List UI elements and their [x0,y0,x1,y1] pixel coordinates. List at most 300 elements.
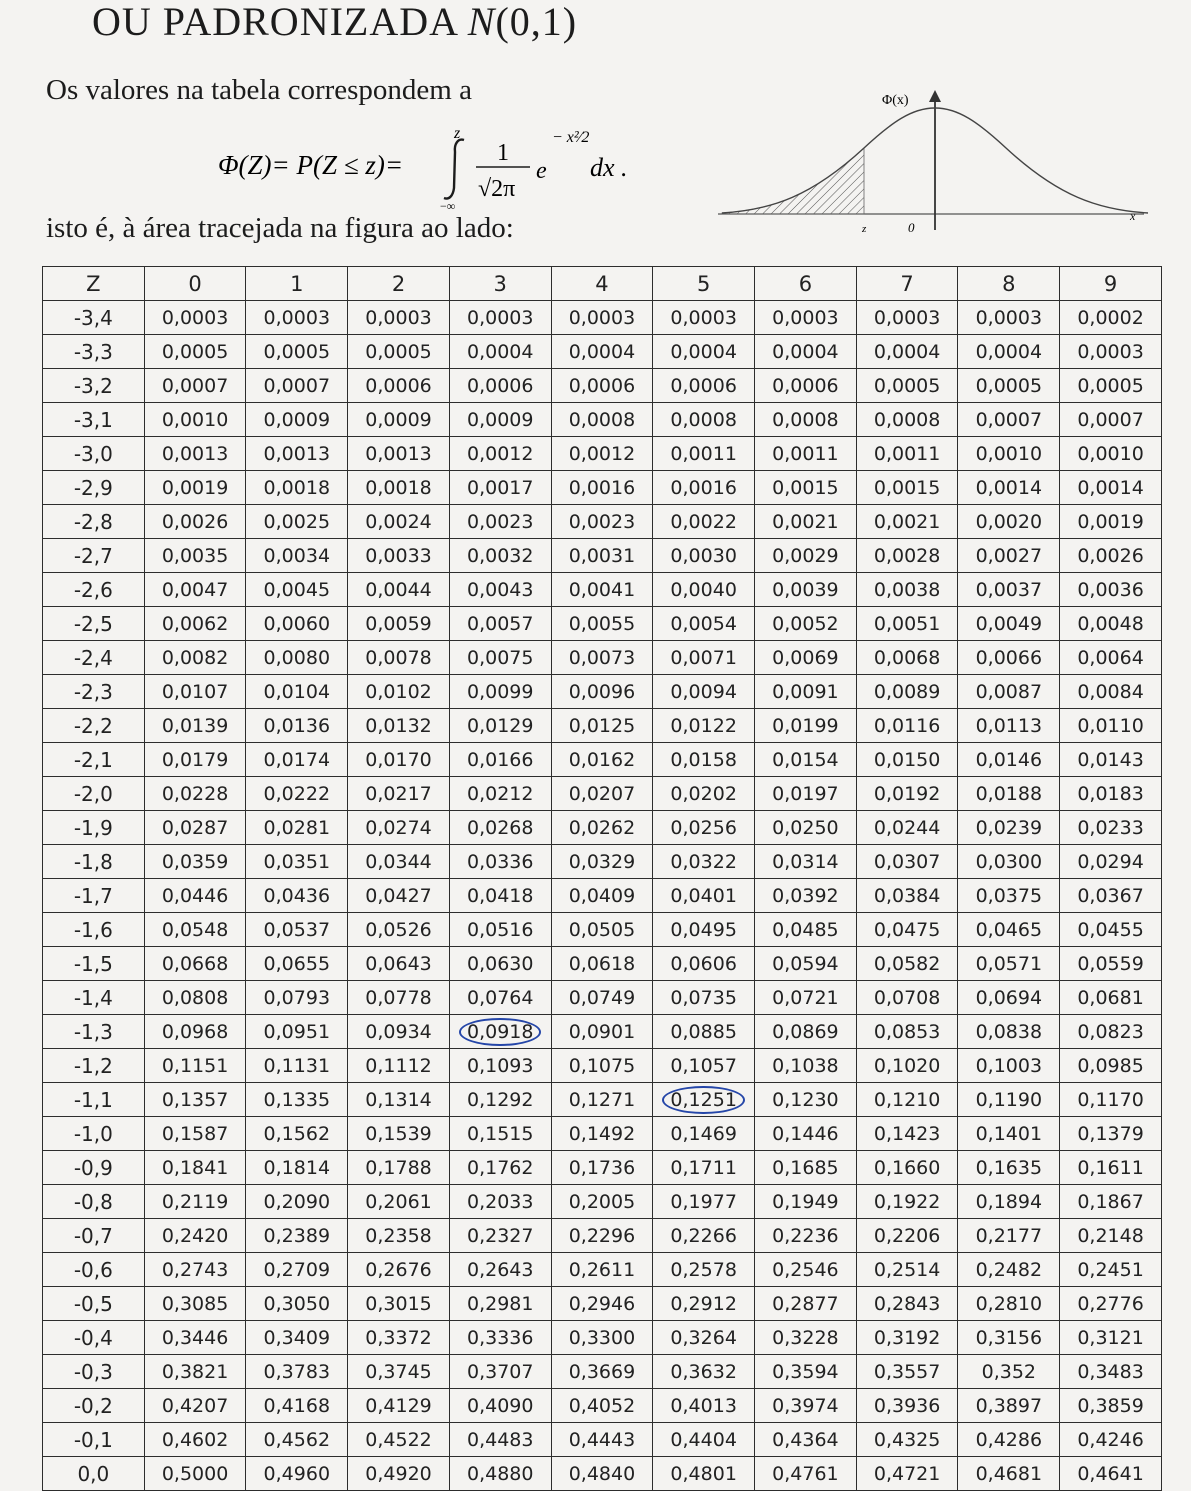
probability-cell: 0,1894 [958,1185,1060,1219]
probability-cell: 0,2296 [551,1219,653,1253]
probability-cell: 0,3897 [958,1389,1060,1423]
probability-cell: 0,0007 [144,369,246,403]
probability-cell: 0,0089 [856,675,958,709]
table-row [43,811,1162,845]
probability-cell: 0,0094 [653,675,755,709]
probability-cell: 0,0104 [246,675,348,709]
probability-cell: 0,3446 [144,1321,246,1355]
probability-cell: 0,1469 [653,1117,755,1151]
probability-cell: 0,1075 [551,1049,653,1083]
probability-cell: 0,0015 [856,471,958,505]
probability-cell: 0,5000 [144,1457,246,1491]
table-row [43,947,1162,981]
probability-cell: 0,0021 [856,505,958,539]
probability-cell: 0,0681 [1060,981,1162,1015]
probability-cell: 0,0003 [348,301,450,335]
header-digit: 9 [1060,267,1162,301]
probability-cell: 0,0030 [653,539,755,573]
probability-cell: 0,4090 [449,1389,551,1423]
probability-cell: 0,1230 [755,1083,857,1117]
probability-cell: 0,0262 [551,811,653,845]
probability-cell: 0,4681 [958,1457,1060,1491]
probability-cell: 0,0485 [755,913,857,947]
z-value-cell: -1,8 [43,845,145,879]
probability-cell: 0,0655 [246,947,348,981]
z-value-cell: -1,9 [43,811,145,845]
probability-cell: 0,1401 [958,1117,1060,1151]
table-row [43,1219,1162,1253]
probability-cell: 0,3156 [958,1321,1060,1355]
table-row [43,471,1162,505]
circled-value: 0,0918 [459,1018,541,1046]
probability-cell: 0,0401 [653,879,755,913]
probability-cell: 0,1292 [449,1083,551,1117]
probability-cell: 0,0359 [144,845,246,879]
probability-cell: 0,0003 [856,301,958,335]
probability-cell: 0,3336 [449,1321,551,1355]
z-value-cell: -0,4 [43,1321,145,1355]
probability-cell: 0,4761 [755,1457,857,1491]
probability-cell: 0,1685 [755,1151,857,1185]
probability-cell: 0,0047 [144,573,246,607]
probability-cell: 0,0197 [755,777,857,811]
probability-cell: 0,3783 [246,1355,348,1389]
probability-cell: 0,0004 [653,335,755,369]
probability-cell: 0,0526 [348,913,450,947]
probability-cell: 0,2420 [144,1219,246,1253]
probability-cell: 0,0004 [551,335,653,369]
z-value-cell: -2,8 [43,505,145,539]
probability-cell: 0,0011 [755,437,857,471]
probability-cell: 0,352 [958,1355,1060,1389]
table-row [43,1457,1162,1491]
probability-cell: 0,0202 [653,777,755,811]
probability-cell: 0,0064 [1060,641,1162,675]
probability-cell: 0,0034 [246,539,348,573]
probability-cell: 0,0367 [1060,879,1162,913]
probability-cell: 0,2514 [856,1253,958,1287]
probability-cell: 0,1736 [551,1151,653,1185]
probability-cell: 0,1660 [856,1151,958,1185]
formula-denominator: √2π [478,176,516,202]
table-row [43,1083,1162,1117]
table-row [43,675,1162,709]
probability-cell: 0,0075 [449,641,551,675]
probability-cell: 0,4129 [348,1389,450,1423]
probability-cell: 0,0024 [348,505,450,539]
probability-cell: 0,0038 [856,573,958,607]
probability-cell: 0,0495 [653,913,755,947]
probability-cell: 0,1335 [246,1083,348,1117]
probability-cell: 0,0068 [856,641,958,675]
probability-cell: 0,1131 [246,1049,348,1083]
z-value-cell: -2,0 [43,777,145,811]
probability-cell: 0,0630 [449,947,551,981]
probability-cell: 0,1515 [449,1117,551,1151]
probability-cell: 0,1922 [856,1185,958,1219]
probability-cell: 0,0869 [755,1015,857,1049]
probability-cell: 0,0139 [144,709,246,743]
probability-cell: 0,0005 [1060,369,1162,403]
probability-cell: 0,3483 [1060,1355,1162,1389]
probability-cell: 0,0004 [449,335,551,369]
z-value-cell: -2,4 [43,641,145,675]
integral-sign [444,140,464,199]
z-value-cell: -1,0 [43,1117,145,1151]
formula-lhs: Φ(Z)= P(Z ≤ z)= [218,150,404,180]
z-tick-label: z [862,223,867,235]
probability-cell: 0,4246 [1060,1423,1162,1457]
probability-cell: 0,0721 [755,981,857,1015]
probability-cell [653,1083,755,1117]
probability-cell: 0,0022 [653,505,755,539]
probability-cell: 0,0125 [551,709,653,743]
probability-cell: 0,1562 [246,1117,348,1151]
probability-cell: 0,0336 [449,845,551,879]
page-title [92,0,577,44]
probability-cell: 0,0594 [755,947,857,981]
table-row [43,505,1162,539]
probability-cell: 0,2843 [856,1287,958,1321]
probability-cell: 0,0559 [1060,947,1162,981]
z-value-cell: -2,3 [43,675,145,709]
probability-cell: 0,0643 [348,947,450,981]
table-row [43,1151,1162,1185]
probability-cell: 0,0244 [856,811,958,845]
probability-cell: 0,1038 [755,1049,857,1083]
probability-cell: 0,2810 [958,1287,1060,1321]
probability-cell: 0,0668 [144,947,246,981]
probability-cell: 0,3859 [1060,1389,1162,1423]
probability-cell: 0,0016 [653,471,755,505]
table-row [43,1185,1162,1219]
probability-cell: 0,2266 [653,1219,755,1253]
probability-cell: 0,0045 [246,573,348,607]
probability-cell: 0,3264 [653,1321,755,1355]
probability-cell: 0,0008 [551,403,653,437]
formula-base: e [536,158,547,184]
z-value-cell: -0,2 [43,1389,145,1423]
probability-cell: 0,0020 [958,505,1060,539]
probability-cell: 0,0146 [958,743,1060,777]
probability-cell: 0,0012 [449,437,551,471]
table-row [43,845,1162,879]
probability-cell: 0,1379 [1060,1117,1162,1151]
probability-cell: 0,0793 [246,981,348,1015]
probability-cell: 0,0287 [144,811,246,845]
probability-cell: 0,4483 [449,1423,551,1457]
probability-cell: 0,0016 [551,471,653,505]
z-value-cell: -3,3 [43,335,145,369]
normal-curve-figure [712,86,1152,246]
probability-cell: 0,1170 [1060,1083,1162,1117]
probability-cell: 0,0003 [246,301,348,335]
probability-cell: 0,0008 [653,403,755,437]
probability-cell: 0,0010 [958,437,1060,471]
probability-cell: 0,0004 [856,335,958,369]
table-body [43,301,1162,1491]
probability-cell: 0,0116 [856,709,958,743]
z-value-cell: -1,2 [43,1049,145,1083]
probability-cell: 0,0003 [653,301,755,335]
probability-cell: 0,0019 [1060,505,1162,539]
table-row [43,607,1162,641]
probability-cell: 0,1057 [653,1049,755,1083]
probability-cell: 0,1788 [348,1151,450,1185]
probability-cell: 0,4168 [246,1389,348,1423]
z-value-cell: -2,1 [43,743,145,777]
shaded-area [722,148,864,214]
probability-cell: 0,0006 [449,369,551,403]
probability-cell: 0,3745 [348,1355,450,1389]
probability-cell: 0,0537 [246,913,348,947]
probability-cell: 0,0158 [653,743,755,777]
probability-cell: 0,1587 [144,1117,246,1151]
probability-cell: 0,4522 [348,1423,450,1457]
probability-cell: 0,0021 [755,505,857,539]
probability-cell: 0,0004 [958,335,1060,369]
circled-value: 0,1251 [662,1086,744,1114]
probability-cell: 0,0465 [958,913,1060,947]
probability-cell: 0,0043 [449,573,551,607]
probability-cell: 0,4013 [653,1389,755,1423]
probability-cell: 0,0934 [348,1015,450,1049]
probability-cell: 0,0040 [653,573,755,607]
probability-cell: 0,0436 [246,879,348,913]
probability-cell: 0,0031 [551,539,653,573]
probability-cell: 0,0007 [246,369,348,403]
probability-cell: 0,0066 [958,641,1060,675]
probability-cell: 0,2643 [449,1253,551,1287]
probability-cell: 0,0006 [653,369,755,403]
table-row [43,879,1162,913]
probability-cell: 0,0060 [246,607,348,641]
probability-cell: 0,4641 [1060,1457,1162,1491]
title-prefix: OU PADRONIZADA [92,0,468,44]
probability-cell: 0,1151 [144,1049,246,1083]
table-row [43,1253,1162,1287]
table-row [43,709,1162,743]
probability-cell: 0,0250 [755,811,857,845]
title-params: (0,1) [495,0,578,44]
probability-cell: 0,0014 [1060,471,1162,505]
probability-cell: 0,1446 [755,1117,857,1151]
probability-cell: 0,0012 [551,437,653,471]
probability-cell: 0,0018 [348,471,450,505]
probability-cell: 0,1423 [856,1117,958,1151]
z-value-cell: -0,6 [43,1253,145,1287]
probability-cell: 0,1611 [1060,1151,1162,1185]
formula-exponent: − x²⁄2 [552,129,590,146]
probability-cell [449,1015,551,1049]
z-value-cell: -2,7 [43,539,145,573]
probability-cell: 0,0023 [551,505,653,539]
probability-cell: 0,4207 [144,1389,246,1423]
probability-cell: 0,3974 [755,1389,857,1423]
table-row [43,1049,1162,1083]
probability-cell: 0,0170 [348,743,450,777]
probability-cell: 0,1190 [958,1083,1060,1117]
probability-cell: 0,0951 [246,1015,348,1049]
probability-cell: 0,0143 [1060,743,1162,777]
z-value-cell: -1,1 [43,1083,145,1117]
probability-cell: 0,2236 [755,1219,857,1253]
probability-cell: 0,0007 [1060,403,1162,437]
table-row [43,913,1162,947]
z-value-cell: -1,4 [43,981,145,1015]
z-value-cell: -1,7 [43,879,145,913]
probability-cell: 0,0013 [144,437,246,471]
probability-cell: 0,2743 [144,1253,246,1287]
probability-cell: 0,3632 [653,1355,755,1389]
header-digit: 6 [755,267,857,301]
probability-cell: 0,0212 [449,777,551,811]
probability-cell: 0,0005 [856,369,958,403]
probability-cell: 0,0375 [958,879,1060,913]
probability-cell: 0,0005 [958,369,1060,403]
probability-cell: 0,0735 [653,981,755,1015]
probability-cell: 0,4443 [551,1423,653,1457]
z-value-cell: -2,2 [43,709,145,743]
probability-cell: 0,0041 [551,573,653,607]
probability-cell: 0,3228 [755,1321,857,1355]
z-value-cell: -3,4 [43,301,145,335]
probability-cell: 0,3936 [856,1389,958,1423]
header-digit: 0 [144,267,246,301]
probability-cell: 0,0010 [1060,437,1162,471]
probability-cell: 0,2946 [551,1287,653,1321]
probability-cell: 0,3085 [144,1287,246,1321]
probability-cell: 0,2119 [144,1185,246,1219]
probability-cell: 0,0078 [348,641,450,675]
probability-cell: 0,2177 [958,1219,1060,1253]
table-row [43,335,1162,369]
normal-distribution-table [42,266,1162,1491]
formula-differential: dx . [590,153,628,182]
table-row [43,1389,1162,1423]
probability-cell: 0,0096 [551,675,653,709]
probability-cell: 0,0102 [348,675,450,709]
probability-cell: 0,1210 [856,1083,958,1117]
table-row [43,1287,1162,1321]
probability-cell: 0,1814 [246,1151,348,1185]
probability-cell: 0,0039 [755,573,857,607]
probability-cell: 0,2776 [1060,1287,1162,1321]
probability-cell: 0,3300 [551,1321,653,1355]
probability-cell: 0,0307 [856,845,958,879]
probability-cell: 0,2482 [958,1253,1060,1287]
probability-cell: 0,0823 [1060,1015,1162,1049]
y-axis-label: Φ(x) [882,93,909,108]
probability-cell: 0,0505 [551,913,653,947]
probability-cell: 0,4404 [653,1423,755,1457]
probability-cell: 0,0037 [958,573,1060,607]
table-row [43,573,1162,607]
probability-cell: 0,0392 [755,879,857,913]
z-value-cell: -0,3 [43,1355,145,1389]
table-row [43,1321,1162,1355]
probability-cell: 0,0217 [348,777,450,811]
probability-cell: 0,0010 [144,403,246,437]
probability-cell: 0,0162 [551,743,653,777]
probability-cell: 0,0069 [755,641,857,675]
probability-cell: 0,1314 [348,1083,450,1117]
probability-cell: 0,0025 [246,505,348,539]
probability-cell: 0,0052 [755,607,857,641]
probability-cell: 0,4960 [246,1457,348,1491]
probability-cell: 0,0062 [144,607,246,641]
table-row [43,403,1162,437]
z-value-cell: 0,0 [43,1457,145,1491]
table-row [43,1015,1162,1049]
probability-cell: 0,1112 [348,1049,450,1083]
probability-cell: 0,0322 [653,845,755,879]
probability-cell: 0,0054 [653,607,755,641]
probability-cell: 0,0446 [144,879,246,913]
probability-cell: 0,0618 [551,947,653,981]
probability-cell: 0,3669 [551,1355,653,1389]
probability-cell: 0,0044 [348,573,450,607]
probability-cell: 0,1762 [449,1151,551,1185]
probability-cell: 0,0006 [551,369,653,403]
z-value-cell: -3,0 [43,437,145,471]
probability-cell: 0,0026 [144,505,246,539]
probability-cell: 0,4880 [449,1457,551,1491]
probability-cell: 0,1093 [449,1049,551,1083]
probability-cell: 0,0017 [449,471,551,505]
probability-cell: 0,0080 [246,641,348,675]
probability-cell: 0,0027 [958,539,1060,573]
table-header-row [43,267,1162,301]
probability-cell: 0,1635 [958,1151,1060,1185]
formula-upper-limit: z [454,125,461,142]
probability-cell: 0,0082 [144,641,246,675]
probability-cell: 0,2877 [755,1287,857,1321]
probability-cell: 0,0409 [551,879,653,913]
formula-numerator: 1 [497,140,509,166]
probability-cell: 0,0548 [144,913,246,947]
probability-cell: 0,0055 [551,607,653,641]
table-row [43,777,1162,811]
probability-cell: 0,2206 [856,1219,958,1253]
probability-cell: 0,0384 [856,879,958,913]
probability-cell: 0,0606 [653,947,755,981]
table-row [43,539,1162,573]
probability-cell: 0,0329 [551,845,653,879]
probability-cell: 0,0179 [144,743,246,777]
header-digit: 7 [856,267,958,301]
probability-cell: 0,0036 [1060,573,1162,607]
probability-cell: 0,0694 [958,981,1060,1015]
probability-cell: 0,1492 [551,1117,653,1151]
probability-cell: 0,4562 [246,1423,348,1457]
probability-cell: 0,4052 [551,1389,653,1423]
probability-cell: 0,2912 [653,1287,755,1321]
figure-note: isto é, à área tracejada na figura ao lado: [46,212,514,244]
probability-cell: 0,0006 [755,369,857,403]
probability-cell: 0,0099 [449,675,551,709]
probability-cell: 0,0014 [958,471,1060,505]
probability-cell: 0,0281 [246,811,348,845]
probability-cell: 0,0008 [755,403,857,437]
probability-cell: 0,0188 [958,777,1060,811]
probability-cell: 0,3050 [246,1287,348,1321]
probability-cell: 0,1977 [653,1185,755,1219]
probability-cell: 0,0003 [551,301,653,335]
probability-cell: 0,1003 [958,1049,1060,1083]
probability-cell: 0,0344 [348,845,450,879]
z-value-cell: -0,9 [43,1151,145,1185]
